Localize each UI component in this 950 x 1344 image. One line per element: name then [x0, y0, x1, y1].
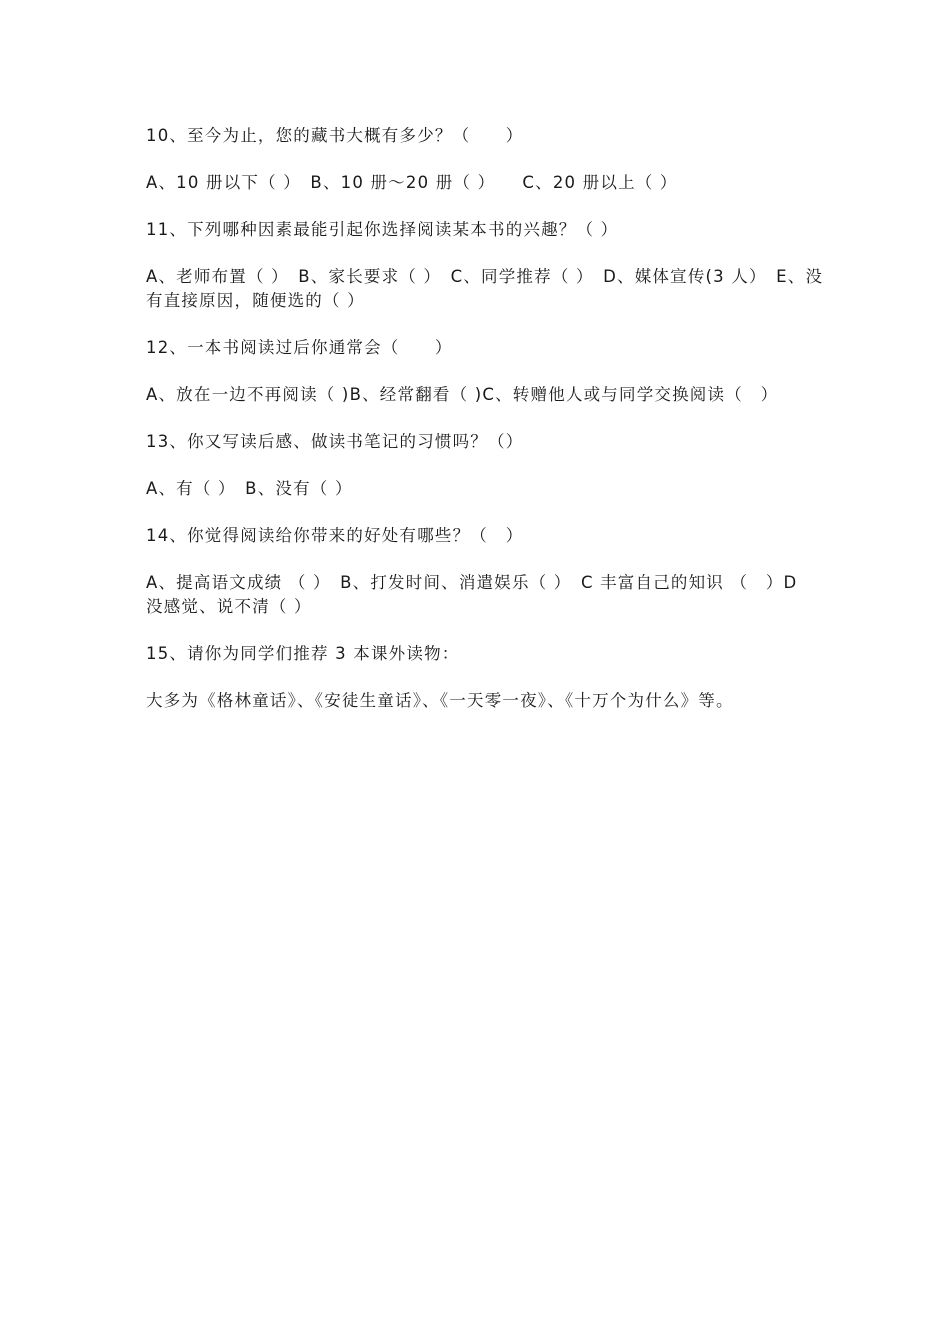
answer-options: A、10 册以下（ ） B、10 册～20 册（ ） C、20 册以上（ ） — [146, 173, 678, 192]
question-text: 10、至今为止，您的藏书大概有多少？（ ） — [146, 126, 524, 145]
question-block-14 — [146, 524, 818, 619]
answer-options-continued: 有直接原因，随便选的（ ） — [146, 291, 365, 310]
answer-options-continued: 没感觉、说不清（ ） — [146, 597, 312, 616]
question-block-10 — [146, 124, 818, 195]
question-block-12 — [146, 336, 818, 407]
question-text: 14、你觉得阅读给你带来的好处有哪些？（ ） — [146, 526, 524, 545]
question-text: 12、一本书阅读过后你通常会（ ） — [146, 338, 453, 357]
answer-options: A、放在一边不再阅读（ )B、经常翻看（ )C、转赠他人或与同学交换阅读（ ） — [146, 385, 779, 404]
question-block-15 — [146, 642, 818, 713]
question-block-13 — [146, 430, 818, 501]
question-block-11 — [146, 218, 824, 313]
question-text: 11、下列哪种因素最能引起你选择阅读某本书的兴趣？（ ） — [146, 220, 619, 239]
answer-options: A、提高语文成绩 （ ） B、打发时间、消遣娱乐（ ） C 丰富自己的知识 （ ）D — [146, 573, 798, 592]
answer-options: A、老师布置（ ） B、家长要求（ ） C、同学推荐（ ） D、媒体宣传(3 人） E、没 — [146, 267, 824, 286]
survey-content — [146, 124, 824, 713]
question-text: 15、请你为同学们推荐 3 本课外读物： — [146, 644, 460, 663]
answer-text: 大多为《格林童话》、《安徒生童话》、《一天零一夜》、《十万个为什么》等。 — [146, 691, 734, 710]
answer-options: A、有（ ） B、没有（ ） — [146, 479, 353, 498]
question-text: 13、你又写读后感、做读书笔记的习惯吗？（） — [146, 432, 524, 451]
